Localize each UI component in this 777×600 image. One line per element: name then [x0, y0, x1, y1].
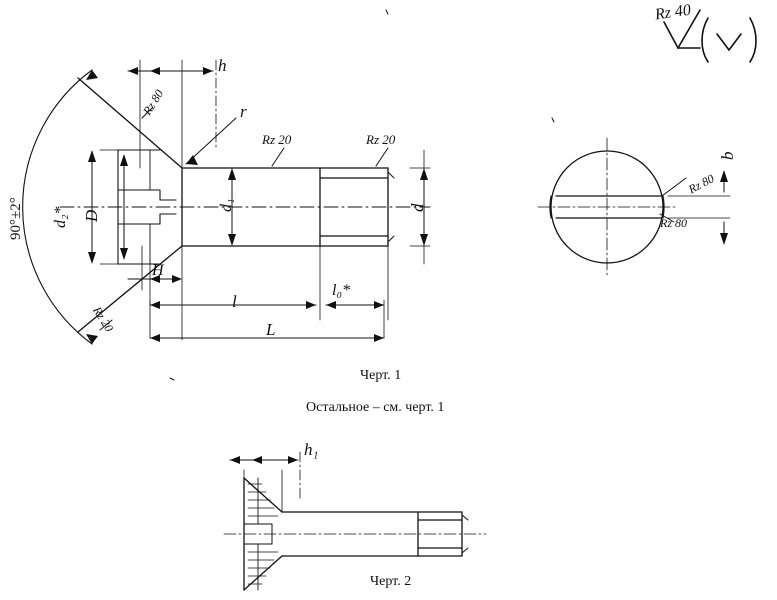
- roughness-rz20-shank-label: Rz 20: [262, 132, 292, 147]
- roughness-symbol-rz40-label: Rz 40: [653, 1, 692, 24]
- dimension-d-label: d: [408, 203, 427, 212]
- dimension-d2-label: d₂*: [52, 206, 69, 228]
- dimension-r-label: r: [240, 102, 247, 121]
- remaining-see-figure1-note: Остальное – см. черт. 1: [306, 400, 445, 415]
- roughness-rz80-head-label: Rz 80: [140, 87, 167, 118]
- roughness-rz20-thread-label: Rz 20: [366, 132, 396, 147]
- dimension-b-label: b: [718, 151, 737, 160]
- angle-90-label: 90°±2°: [8, 197, 24, 240]
- dimension-D-label: D: [82, 209, 101, 222]
- dimension-L-label: L: [266, 320, 276, 339]
- dimension-H-label: H: [152, 262, 164, 279]
- figure1-caption: Черт. 1: [360, 368, 402, 383]
- dimension-l0-label: l₀*: [332, 282, 351, 299]
- figure2-caption: Черт. 2: [370, 574, 412, 589]
- dimension-h-label: h: [218, 56, 227, 75]
- dimension-l-label: l: [232, 292, 237, 311]
- roughness-rz80-slot-right-label: Rz 80: [686, 171, 717, 197]
- roughness-rz20-chamfer-label: Rz 20: [90, 304, 117, 335]
- dimension-h1-label: h₁: [304, 440, 319, 459]
- roughness-rz80-slot-left-label: Rz 80: [660, 216, 687, 230]
- dimension-d1-label: d₁: [218, 198, 235, 212]
